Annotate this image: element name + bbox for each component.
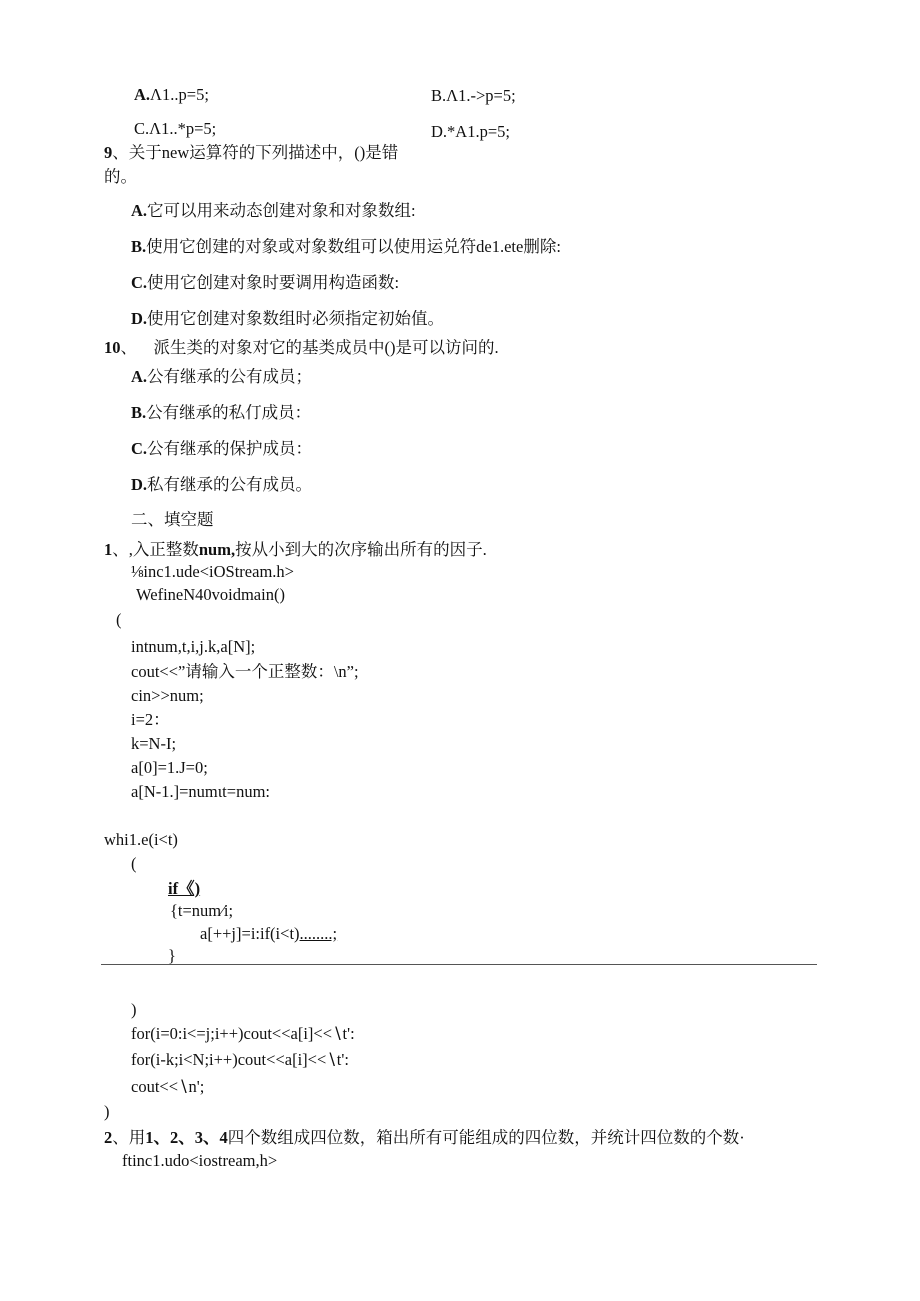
code-line: (	[131, 854, 137, 873]
code-line: k=N-I;	[131, 734, 177, 753]
q10-option-c	[131, 439, 312, 459]
q9-option-b	[131, 237, 561, 257]
q9-stem	[104, 143, 398, 163]
q10-option-b-letter: B.	[131, 403, 147, 422]
code-line: for(i-k;i<N;i++)cout<<a[i]<<∖t':	[131, 1050, 349, 1069]
q10-option-b-text: 公有继承的私仃成员：	[146, 403, 312, 422]
q8-option-b: B.Λ1.->p=5;	[431, 86, 516, 105]
q9-option-d-text: 使用它创建对象数组时必须指定初始值。	[147, 309, 445, 328]
code-line: }	[168, 946, 176, 965]
fill2-text-post: 四个数组成四位数，箱出所有可能组成的四位数，并统计四位数的个数·	[227, 1128, 745, 1147]
code-line: a[0]=1.J=0;	[131, 758, 208, 777]
code-line-if: if《)	[168, 879, 201, 898]
q9-option-c-letter: C.	[131, 273, 148, 292]
code-line: cin>>num;	[131, 686, 204, 705]
q8-option-c: C.Λ1..*p=5;	[134, 119, 217, 138]
q9-option-b-text: 使用它创建的对象或对象数组可以使用运兑符de1.ete删除:	[146, 237, 561, 256]
fill1-text-pre: 、,入正整数	[112, 540, 199, 559]
q10-option-c-letter: C.	[131, 439, 148, 458]
q10-text: 、 派生类的对象对它的基类成员中()是可以访问的.	[120, 338, 499, 357]
q10-option-b	[131, 403, 311, 423]
q9-option-d	[131, 309, 444, 329]
q10-option-a-letter: A.	[131, 367, 148, 386]
code-line: ⅛inc1.ude<iOStream.h>	[131, 562, 294, 581]
code-line: for(i=0:i<=j;i++)cout<<a[i]<<∖t':	[131, 1024, 355, 1043]
q10-number: 10	[104, 338, 121, 357]
q9-option-c-text: 使用它创建对象时要调用构造函数:	[147, 273, 400, 292]
code-line: )	[131, 1000, 137, 1019]
fill1-stem	[104, 540, 487, 560]
code-line-blank	[200, 924, 337, 944]
code-line: cout<<∖n';	[131, 1077, 205, 1096]
fill2-stem	[104, 1128, 745, 1148]
code-line: WefineN40voidmain()	[136, 585, 285, 604]
q10-option-a-text: 公有继承的公有成员；	[147, 367, 313, 386]
code-line: cout<<”请输入一个正整数：\n”;	[131, 662, 359, 681]
code-line: intnum,t,i,j.k,a[N];	[131, 637, 256, 656]
fill1-number: 1	[104, 540, 113, 559]
q9-text: 、关于new运算符的下列描述中，()是错	[112, 143, 399, 162]
q10-option-d	[131, 475, 312, 495]
fill2-number: 2	[104, 1128, 113, 1147]
q10-option-d-letter: D.	[131, 475, 148, 494]
q10-option-d-text: 私有继承的公有成员。	[147, 475, 313, 494]
code-line: whi1.e(i<t)	[104, 830, 178, 849]
code-line: )	[104, 1102, 110, 1121]
code-line: a[N-1.]=numιt=num:	[131, 782, 270, 801]
q9-option-a	[131, 201, 416, 221]
q9-option-d-letter: D.	[131, 309, 148, 328]
fill2-text-bold: 1、2、3、4	[145, 1128, 228, 1147]
horizontal-rule	[101, 964, 817, 965]
answer-blank: ........;	[299, 924, 338, 943]
section-heading: 二、填空题	[131, 510, 214, 529]
fill2-code-line: ftinc1.udo<iostream,h>	[122, 1151, 278, 1170]
q8-option-a	[134, 85, 209, 105]
code-line: (	[116, 610, 122, 629]
fill1-text-post: 按从小到大的次序输出所有的因子.	[235, 540, 487, 559]
q9-option-a-letter: A.	[131, 201, 148, 220]
q9-option-a-text: 它可以用来动态创建对象和对象数组:	[147, 201, 416, 220]
q9-stem-continued: 的。	[104, 167, 137, 186]
q10-stem	[104, 338, 499, 358]
q8-option-a-text: Λ1..p=5;	[150, 85, 209, 104]
fill2-text-pre: 、用	[112, 1128, 146, 1147]
q9-option-c	[131, 273, 399, 293]
q9-number: 9	[104, 143, 113, 162]
code-line: {t=num⁄i;	[170, 901, 234, 920]
q10-option-a	[131, 367, 312, 387]
code-text: a[++j]=i:if(i<t)	[200, 924, 300, 943]
q8-option-a-letter: A.	[134, 85, 151, 104]
q8-option-d: D.*A1.p=5;	[431, 122, 510, 141]
fill1-text-bold: num,	[198, 540, 236, 559]
q9-option-b-letter: B.	[131, 237, 147, 256]
q10-option-c-text: 公有继承的保护成员：	[147, 439, 313, 458]
code-line: i=2：	[131, 710, 170, 729]
